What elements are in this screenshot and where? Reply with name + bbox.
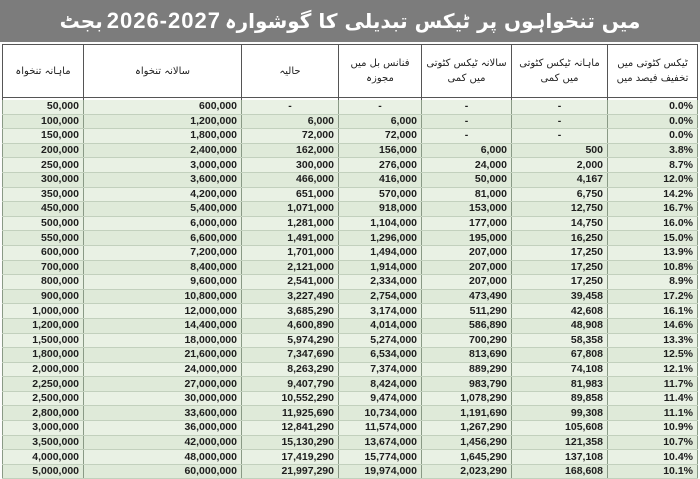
table-cell: 5,974,290: [242, 333, 339, 348]
table-cell: 2,000,000: [3, 362, 84, 377]
table-cell: 42,608: [512, 304, 608, 319]
table-cell: 6,600,000: [84, 231, 242, 246]
table-cell: 3,600,000: [84, 172, 242, 187]
table-cell: 3.8%: [608, 143, 698, 158]
table-row: [3, 260, 698, 275]
table-cell: 1,267,290: [422, 421, 512, 436]
table-cell: 4,000,000: [3, 450, 84, 465]
table-cell: 3,227,490: [242, 289, 339, 304]
table-cell: 2,250,000: [3, 377, 84, 392]
table-cell: 800,000: [3, 275, 84, 290]
table-cell: 466,000: [242, 172, 339, 187]
table-cell: 7,347,690: [242, 348, 339, 363]
table-cell: 21,600,000: [84, 348, 242, 363]
title-urdu-right: بجٹ: [59, 9, 103, 33]
table-cell: 17.2%: [608, 289, 698, 304]
table-cell: 6,000: [242, 114, 339, 129]
table-cell: 10.1%: [608, 464, 698, 479]
table-cell: 2,800,000: [3, 406, 84, 421]
table-cell: 473,490: [422, 289, 512, 304]
table-cell: 13.3%: [608, 333, 698, 348]
table-row: [3, 304, 698, 319]
table-cell: 550,000: [3, 231, 84, 246]
table-cell: 600,000: [3, 245, 84, 260]
table-cell: 15,130,290: [242, 435, 339, 450]
table-cell: 50,000: [422, 172, 512, 187]
table-cell: 12.5%: [608, 348, 698, 363]
table-cell: -: [339, 100, 422, 114]
table-cell: 4,014,000: [339, 318, 422, 333]
table-cell: 889,290: [422, 362, 512, 377]
table-cell: 17,250: [512, 245, 608, 260]
table-cell: 1,494,000: [339, 245, 422, 260]
table-cell: 27,000,000: [84, 377, 242, 392]
table-cell: 12,000,000: [84, 304, 242, 319]
table-cell: 2,000: [512, 158, 608, 173]
table-cell: 21,997,290: [242, 464, 339, 479]
table-row: [3, 172, 698, 187]
table-cell: 416,000: [339, 172, 422, 187]
table-cell: 0.0%: [608, 129, 698, 144]
table-cell: 30,000,000: [84, 391, 242, 406]
table-row: [3, 187, 698, 202]
table-cell: 11.7%: [608, 377, 698, 392]
table-cell: 1,914,000: [339, 260, 422, 275]
table-cell: 6,000,000: [84, 216, 242, 231]
tax-comparison-table: [2, 44, 698, 479]
table-row: [3, 129, 698, 144]
table-cell: 156,000: [339, 143, 422, 158]
table-cell: 72,000: [339, 129, 422, 144]
table-cell: 207,000: [422, 260, 512, 275]
table-row: [3, 114, 698, 129]
table-row: [3, 245, 698, 260]
table-cell: 300,000: [242, 158, 339, 173]
table-cell: 4,600,890: [242, 318, 339, 333]
table-cell: 48,000,000: [84, 450, 242, 465]
table-cell: -: [512, 100, 608, 114]
table-cell: 10.9%: [608, 421, 698, 436]
table-cell: 12,750: [512, 202, 608, 217]
table-cell: 1,071,000: [242, 202, 339, 217]
table-cell: 67,808: [512, 348, 608, 363]
table-row: [3, 435, 698, 450]
table-cell: 13,674,000: [339, 435, 422, 450]
table-cell: 2,541,000: [242, 275, 339, 290]
table-cell: 2,121,000: [242, 260, 339, 275]
table-row: [3, 450, 698, 465]
table-cell: 700,290: [422, 333, 512, 348]
table-cell: -: [242, 100, 339, 114]
table-cell: 7,200,000: [84, 245, 242, 260]
table-cell: 1,645,290: [422, 450, 512, 465]
table-cell: 195,000: [422, 231, 512, 246]
table-cell: 4,200,000: [84, 187, 242, 202]
table-cell: 813,690: [422, 348, 512, 363]
table-cell: 200,000: [3, 143, 84, 158]
table-cell: 17,250: [512, 260, 608, 275]
table-cell: 100,000: [3, 114, 84, 129]
table-cell: 14.6%: [608, 318, 698, 333]
table-cell: 2,334,000: [339, 275, 422, 290]
table-cell: 1,500,000: [3, 333, 84, 348]
table-cell: 14.2%: [608, 187, 698, 202]
table-cell: 36,000,000: [84, 421, 242, 436]
table-row: [3, 100, 698, 114]
table-cell: 19,974,000: [339, 464, 422, 479]
column-header: سالانہ ٹیکس کٹوتی میں کمی: [422, 45, 512, 98]
table-cell: 16,250: [512, 231, 608, 246]
table-cell: 1,296,000: [339, 231, 422, 246]
table-cell: 350,000: [3, 187, 84, 202]
table-cell: 9,600,000: [84, 275, 242, 290]
table-row: [3, 421, 698, 436]
table-cell: 16.7%: [608, 202, 698, 217]
table-row: [3, 216, 698, 231]
table-cell: 0.0%: [608, 100, 698, 114]
table-cell: 1,200,000: [84, 114, 242, 129]
table-cell: 6,750: [512, 187, 608, 202]
table-row: [3, 318, 698, 333]
table-row: [3, 391, 698, 406]
table-cell: 3,000,000: [84, 158, 242, 173]
table-cell: 10.8%: [608, 260, 698, 275]
table-cell: 42,000,000: [84, 435, 242, 450]
table-cell: 10.7%: [608, 435, 698, 450]
table-cell: 89,858: [512, 391, 608, 406]
table-row: [3, 289, 698, 304]
table-cell: 511,290: [422, 304, 512, 319]
table-cell: 1,078,290: [422, 391, 512, 406]
table-cell: 207,000: [422, 245, 512, 260]
table-cell: 5,274,000: [339, 333, 422, 348]
table-cell: 10.4%: [608, 450, 698, 465]
table-cell: 8.9%: [608, 275, 698, 290]
column-header: ماہانہ ٹیکس کٹوتی میں کمی: [512, 45, 608, 98]
table-cell: 14,400,000: [84, 318, 242, 333]
table-cell: 72,000: [242, 129, 339, 144]
table-cell: 207,000: [422, 275, 512, 290]
table-cell: 3,685,290: [242, 304, 339, 319]
table-cell: 153,000: [422, 202, 512, 217]
table-cell: 2,400,000: [84, 143, 242, 158]
table-cell: 162,000: [242, 143, 339, 158]
table-cell: 2,754,000: [339, 289, 422, 304]
table-cell: 570,000: [339, 187, 422, 202]
table-cell: 17,250: [512, 275, 608, 290]
table-cell: 15,774,000: [339, 450, 422, 465]
table-cell: 5,000,000: [3, 464, 84, 479]
table-cell: 1,104,000: [339, 216, 422, 231]
table-cell: 48,908: [512, 318, 608, 333]
table-cell: 24,000: [422, 158, 512, 173]
table-cell: 150,000: [3, 129, 84, 144]
table-cell: 2,500,000: [3, 391, 84, 406]
table-cell: 12,841,290: [242, 421, 339, 436]
table-cell: 12.1%: [608, 362, 698, 377]
table-cell: 700,000: [3, 260, 84, 275]
table-cell: 1,281,000: [242, 216, 339, 231]
table-cell: 0.0%: [608, 114, 698, 129]
table-cell: 24,000,000: [84, 362, 242, 377]
table-cell: 18,000,000: [84, 333, 242, 348]
table-cell: 1,456,290: [422, 435, 512, 450]
table-cell: 5,400,000: [84, 202, 242, 217]
table-cell: 105,608: [512, 421, 608, 436]
table-row: [3, 464, 698, 479]
table-cell: -: [512, 129, 608, 144]
table-cell: 2,023,290: [422, 464, 512, 479]
table-cell: 1,701,000: [242, 245, 339, 260]
table-cell: 17,419,290: [242, 450, 339, 465]
table-row: [3, 333, 698, 348]
table-row: [3, 202, 698, 217]
title-banner: [0, 0, 700, 42]
table-cell: 11,574,000: [339, 421, 422, 436]
table-cell: 3,500,000: [3, 435, 84, 450]
header-row: [3, 45, 698, 98]
title-years: 2026-2027: [106, 8, 221, 33]
table-cell: 1,191,690: [422, 406, 512, 421]
table-cell: 13.9%: [608, 245, 698, 260]
table-row: [3, 406, 698, 421]
table-cell: 8,400,000: [84, 260, 242, 275]
table-cell: 276,000: [339, 158, 422, 173]
table-cell: -: [422, 114, 512, 129]
table-cell: 8.7%: [608, 158, 698, 173]
table-cell: 11.1%: [608, 406, 698, 421]
table-cell: 586,890: [422, 318, 512, 333]
table-cell: 8,263,290: [242, 362, 339, 377]
table-cell: 14,750: [512, 216, 608, 231]
table-cell: 81,983: [512, 377, 608, 392]
table-cell: 11,925,690: [242, 406, 339, 421]
table-cell: 177,000: [422, 216, 512, 231]
table-cell: 6,534,000: [339, 348, 422, 363]
table-cell: 450,000: [3, 202, 84, 217]
table-cell: 9,474,000: [339, 391, 422, 406]
table-cell: 500,000: [3, 216, 84, 231]
table-cell: 4,167: [512, 172, 608, 187]
table-row: [3, 362, 698, 377]
table-cell: 11.4%: [608, 391, 698, 406]
column-header: فنانس بل میں مجوزہ: [339, 45, 422, 98]
table-row: [3, 377, 698, 392]
table-cell: 168,608: [512, 464, 608, 479]
table-cell: 9,407,790: [242, 377, 339, 392]
table-cell: 10,734,000: [339, 406, 422, 421]
table-cell: 900,000: [3, 289, 84, 304]
table-cell: 1,800,000: [84, 129, 242, 144]
table-cell: 918,000: [339, 202, 422, 217]
column-header: حالیہ: [242, 45, 339, 98]
table-cell: 121,358: [512, 435, 608, 450]
table-row: [3, 348, 698, 363]
table-cell: 74,108: [512, 362, 608, 377]
column-header: سالانہ تنخواہ: [84, 45, 242, 98]
table-cell: 16.1%: [608, 304, 698, 319]
table-cell: 137,108: [512, 450, 608, 465]
table-cell: 3,174,000: [339, 304, 422, 319]
table-cell: 15.0%: [608, 231, 698, 246]
column-header: ٹیکس کٹوتی میں تخفیف فیصد میں: [608, 45, 698, 98]
table-cell: 50,000: [3, 100, 84, 114]
table-cell: 33,600,000: [84, 406, 242, 421]
table-cell: 10,552,290: [242, 391, 339, 406]
table-cell: 1,200,000: [3, 318, 84, 333]
table-cell: 6,000: [422, 143, 512, 158]
table-cell: 6,000: [339, 114, 422, 129]
table-cell: -: [422, 100, 512, 114]
table-cell: 1,491,000: [242, 231, 339, 246]
table-row: [3, 143, 698, 158]
table-cell: 7,374,000: [339, 362, 422, 377]
table-cell: 300,000: [3, 172, 84, 187]
table-cell: 600,000: [84, 100, 242, 114]
table-row: [3, 231, 698, 246]
table-cell: 651,000: [242, 187, 339, 202]
table-cell: 99,308: [512, 406, 608, 421]
table-cell: 500: [512, 143, 608, 158]
table-cell: 8,424,000: [339, 377, 422, 392]
title-urdu-left: میں تنخواہوں پر ٹیکس تبدیلی کا گوشوارہ: [224, 9, 641, 33]
table-cell: 60,000,000: [84, 464, 242, 479]
table-cell: 250,000: [3, 158, 84, 173]
table-cell: 1,800,000: [3, 348, 84, 363]
table-cell: 10,800,000: [84, 289, 242, 304]
table-cell: 3,000,000: [3, 421, 84, 436]
table-cell: 81,000: [422, 187, 512, 202]
table-cell: -: [512, 114, 608, 129]
column-header: ماہانہ تنخواہ: [3, 45, 84, 98]
table-cell: 983,790: [422, 377, 512, 392]
table-cell: -: [422, 129, 512, 144]
table-cell: 58,358: [512, 333, 608, 348]
table-cell: 39,458: [512, 289, 608, 304]
table-cell: 1,000,000: [3, 304, 84, 319]
table-cell: 12.0%: [608, 172, 698, 187]
table-cell: 16.0%: [608, 216, 698, 231]
table-row: [3, 158, 698, 173]
table-row: [3, 275, 698, 290]
